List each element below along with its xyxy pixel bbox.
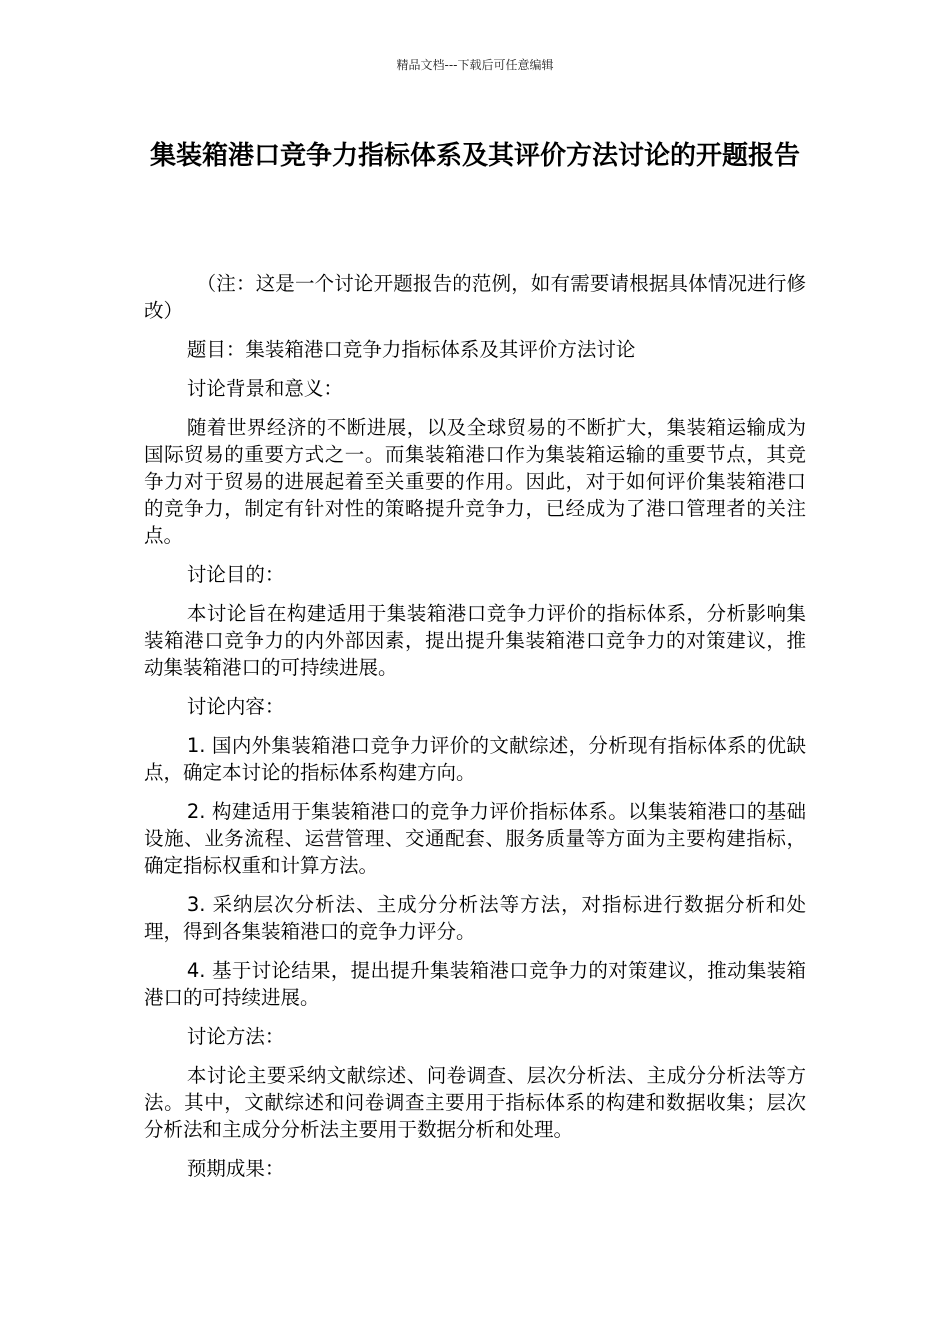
topic-paragraph: 题目：集装箱港口竞争力指标体系及其评价方法讨论 bbox=[186, 338, 636, 361]
note-paragraph: （注：这是一个讨论开题报告的范例，如有需要请根据具体情况进行修改） bbox=[144, 272, 806, 322]
section-heading-background: 讨论背景和意义： bbox=[186, 377, 343, 400]
methods-paragraph: 本讨论主要采纳文献综述、问卷调查、层次分析法、主成分分析法等方法。其中，文献综述和问卷调查主要用于指标体系的构建和数据收集；层次分析法和主成分分析法主要用于数据分析和处理。 bbox=[144, 1064, 806, 1141]
content-item-1: 1. 国内外集装箱港口竞争力评价的文献综述，分析现有指标体系的优缺点，确定本讨论的指标体系构建方向。 bbox=[144, 734, 806, 784]
content-item-2: 2. 构建适用于集装箱港口的竞争力评价指标体系。以集装箱港口的基础设施、业务流程、运营管理、交通配套、服务质量等方面为主要构建指标，确定指标权重和计算方法。 bbox=[144, 800, 806, 877]
content-item-4: 4. 基于讨论结果，提出提升集装箱港口竞争力的对策建议，推动集装箱港口的可持续进展。 bbox=[144, 959, 806, 1009]
section-heading-expected-results: 预期成果： bbox=[186, 1157, 285, 1180]
document-title: 集装箱港口竞争力指标体系及其评价方法讨论的开题报告 bbox=[149, 141, 800, 171]
content-item-3: 3. 采纳层次分析法、主成分分析法等方法，对指标进行数据分析和处理，得到各集装箱港口的竞争力评分。 bbox=[144, 893, 806, 943]
document-body bbox=[144, 270, 806, 1194]
background-paragraph: 随着世界经济的不断进展，以及全球贸易的不断扩大，集装箱运输成为国际贸易的重要方式之一。而集装箱港口作为集装箱运输的重要节点，其竞争力对于贸易的进展起着至关重要的作用。因此，对于如何评价集装箱港口的竞争力，制定有针对性的策略提升竞争力，已经成为了港口管理者的关注点。 bbox=[144, 416, 806, 547]
section-heading-content: 讨论内容： bbox=[186, 695, 285, 718]
section-heading-methods: 讨论方法： bbox=[186, 1025, 285, 1048]
section-heading-purpose: 讨论目的： bbox=[186, 563, 285, 586]
purpose-paragraph: 本讨论旨在构建适用于集装箱港口竞争力评价的指标体系，分析影响集装箱港口竞争力的内外部因素，提出提升集装箱港口竞争力的对策建议，推动集装箱港口的可持续进展。 bbox=[144, 602, 806, 679]
page-header: 精品文档---下载后可任意编辑 bbox=[396, 58, 554, 72]
